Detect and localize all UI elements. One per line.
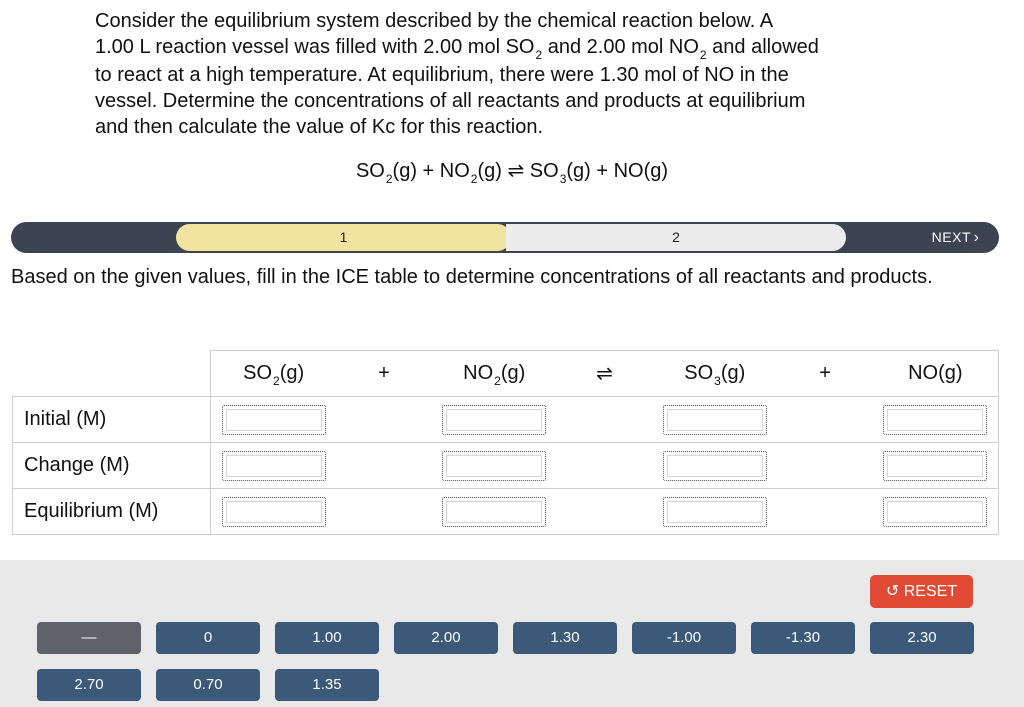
question-line-1: Consider the equilibrium system described by the chemical reaction below. A [95,10,774,32]
subscript: 2 [470,172,478,186]
drop-slot-initial-no[interactable] [883,405,987,435]
ice-row-slots [211,397,999,443]
instruction-text: Based on the given values, fill in the ICE table to determine concentrations of all reactants and products. [11,266,933,288]
ice-row-change [13,443,999,489]
species-base: SO [684,362,714,384]
ice-row-equilibrium [13,489,999,535]
chevron-right-icon[interactable]: › [973,229,979,246]
eq-text: SO [524,160,559,182]
step-1[interactable]: 1 [176,224,511,251]
species-state: (g) [938,362,963,384]
subscript: 3 [714,374,721,388]
subscript: 2 [699,48,707,62]
drop-slot-equilibrium-so3[interactable] [663,497,767,527]
drop-slot-initial-so2[interactable] [222,405,326,435]
reaction-equation [0,158,1024,186]
drop-slot-equilibrium-no[interactable] [883,497,987,527]
answer-tile[interactable]: 1.35 [275,669,379,701]
subscript: 2 [273,374,280,388]
drop-slot-change-no[interactable] [883,451,987,481]
species-state: (g) [279,362,305,384]
ice-species-header [211,351,999,397]
question-line-4: vessel. Determine the concentrations of all reactants and products at equilibrium [95,90,806,112]
answer-tile[interactable]: 1.00 [275,622,379,654]
reset-icon: ↺ [885,583,904,600]
species-base: NO [463,362,494,384]
next-button[interactable]: NEXT [931,229,971,245]
subscript: 2 [385,172,393,186]
row-label-equilibrium: Equilibrium (M) [13,489,211,535]
step-progress-bar [11,222,999,253]
drop-slot-equilibrium-no2[interactable] [442,497,546,527]
answer-tile[interactable]: 2.00 [394,622,498,654]
step-2[interactable]: 2 [506,224,846,251]
question-line-2a: 1.00 L reaction vessel was filled with 2.00 mol SO [95,36,535,58]
answer-tile[interactable]: 2.70 [37,669,141,701]
subscript: 2 [535,48,543,62]
eq-text: SO [355,160,385,182]
question-line-2c: and allowed [706,36,819,58]
answer-tile[interactable]: -1.30 [751,622,855,654]
answer-tile[interactable]: 2.30 [870,622,974,654]
species-so2 [219,362,329,388]
answer-tile[interactable]: 0 [156,622,260,654]
ice-header-row [13,351,999,397]
equilibrium-arrow-icon: ⇌ [596,363,613,385]
species-state: (g) [500,362,526,384]
species-state: (g) [720,362,746,384]
drop-slot-change-so2[interactable] [222,451,326,481]
row-label-initial: Initial (M) [13,397,211,443]
answer-tile[interactable]: -1.00 [632,622,736,654]
drop-slot-equilibrium-so2[interactable] [222,497,326,527]
drop-slot-change-so3[interactable] [663,451,767,481]
ice-row-slots [211,489,999,535]
plus-operator: + [378,362,390,384]
species-no2 [439,362,549,388]
equilibrium-arrow-icon: ⇌ [507,160,525,182]
answer-tile[interactable]: 0.70 [156,669,260,701]
ice-row-initial [13,397,999,443]
question-text [95,8,935,140]
subscript: 2 [494,374,501,388]
row-label-change: Change (M) [13,443,211,489]
answer-tile[interactable]: — [37,622,141,654]
ice-corner-cell [13,351,211,397]
reset-label: RESET [903,583,958,600]
answer-tile[interactable]: 1.30 [513,622,617,654]
ice-row-slots [211,443,999,489]
eq-text: (g) + NO(g) [566,160,669,182]
drop-slot-change-no2[interactable] [442,451,546,481]
question-line-5: and then calculate the value of Kc for this reaction. [95,116,544,138]
ice-table [12,350,999,535]
species-base: SO [243,362,273,384]
species-no [880,362,990,385]
species-base: NO [908,362,939,384]
question-line-2b: and 2.00 mol NO [542,36,699,58]
plus-operator: + [819,362,831,384]
question-line-3: to react at a high temperature. At equilibrium, there were 1.30 mol of NO in the [95,64,789,86]
eq-text: (g) [477,160,508,182]
eq-text: (g) + NO [392,160,470,182]
reset-button[interactable] [870,575,973,608]
subscript: 3 [559,172,567,186]
question-line-2 [95,34,935,62]
drop-slot-initial-no2[interactable] [442,405,546,435]
species-so3 [660,362,770,388]
drop-slot-initial-so3[interactable] [663,405,767,435]
